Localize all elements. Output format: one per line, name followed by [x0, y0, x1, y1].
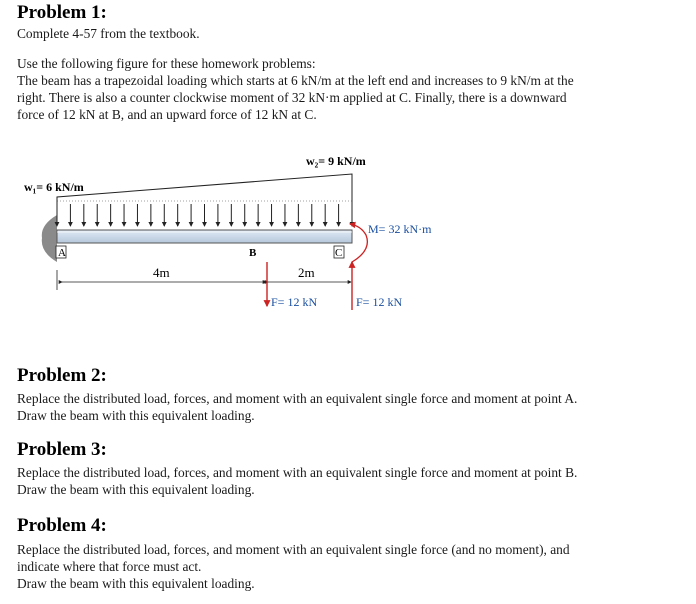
figure-intro: Use the following figure for these homework problems:: [17, 56, 316, 71]
dim-ab-label: 4m: [153, 265, 170, 280]
problem-2-line: Replace the distributed load, forces, and moment with an equivalent single force and moment at point A.: [17, 391, 578, 406]
point-a-label: A: [58, 247, 66, 259]
problem-4-line: Replace the distributed load, forces, and moment with an equivalent single force (and no moment), and: [17, 542, 570, 557]
problem-4-line: Draw the beam with this equivalent loading.: [17, 576, 255, 591]
description-line: The beam has a trapezoidal loading which starts at 6 kN/m at the left end and increases to 9 kN/m at the: [17, 73, 574, 88]
force-b-label: F= 12 kN: [271, 295, 318, 309]
problem-3-line: Draw the beam with this equivalent loading.: [17, 482, 255, 497]
problem-2-line: Draw the beam with this equivalent loading.: [17, 408, 255, 423]
description-line: right. There is also a counter clockwise moment of 32 kN·m applied at C. Finally, there is a downward: [17, 90, 567, 105]
w2-label: w₂= 9 kN/m: [306, 154, 366, 168]
problem-4-line: indicate where that force must act.: [17, 559, 202, 574]
dim-bc-label: 2m: [298, 265, 315, 280]
force-c-label: F= 12 kN: [356, 295, 403, 309]
problem-2-heading: Problem 2:: [17, 365, 107, 386]
description-line: force of 12 kN at B, and an upward force of 12 kN at C.: [17, 107, 317, 122]
beam-figure: [0, 150, 696, 325]
point-c-label: C: [335, 247, 343, 259]
problem-3-heading: Problem 3:: [17, 439, 107, 460]
problem-1-text: Complete 4-57 from the textbook.: [17, 26, 200, 41]
w1-label: w₁= 6 kN/m: [24, 180, 84, 194]
problem-1-heading: Problem 1:: [17, 2, 107, 23]
moment-label: M= 32 kN·m: [368, 222, 432, 236]
problem-4-heading: Problem 4:: [17, 515, 107, 536]
moment-arrow: [350, 224, 367, 262]
distributed-load: [57, 174, 352, 226]
problem-3-line: Replace the distributed load, forces, and moment with an equivalent single force and moment at point B.: [17, 465, 578, 480]
point-b-label: B: [249, 247, 257, 259]
wall-support: [42, 215, 57, 262]
